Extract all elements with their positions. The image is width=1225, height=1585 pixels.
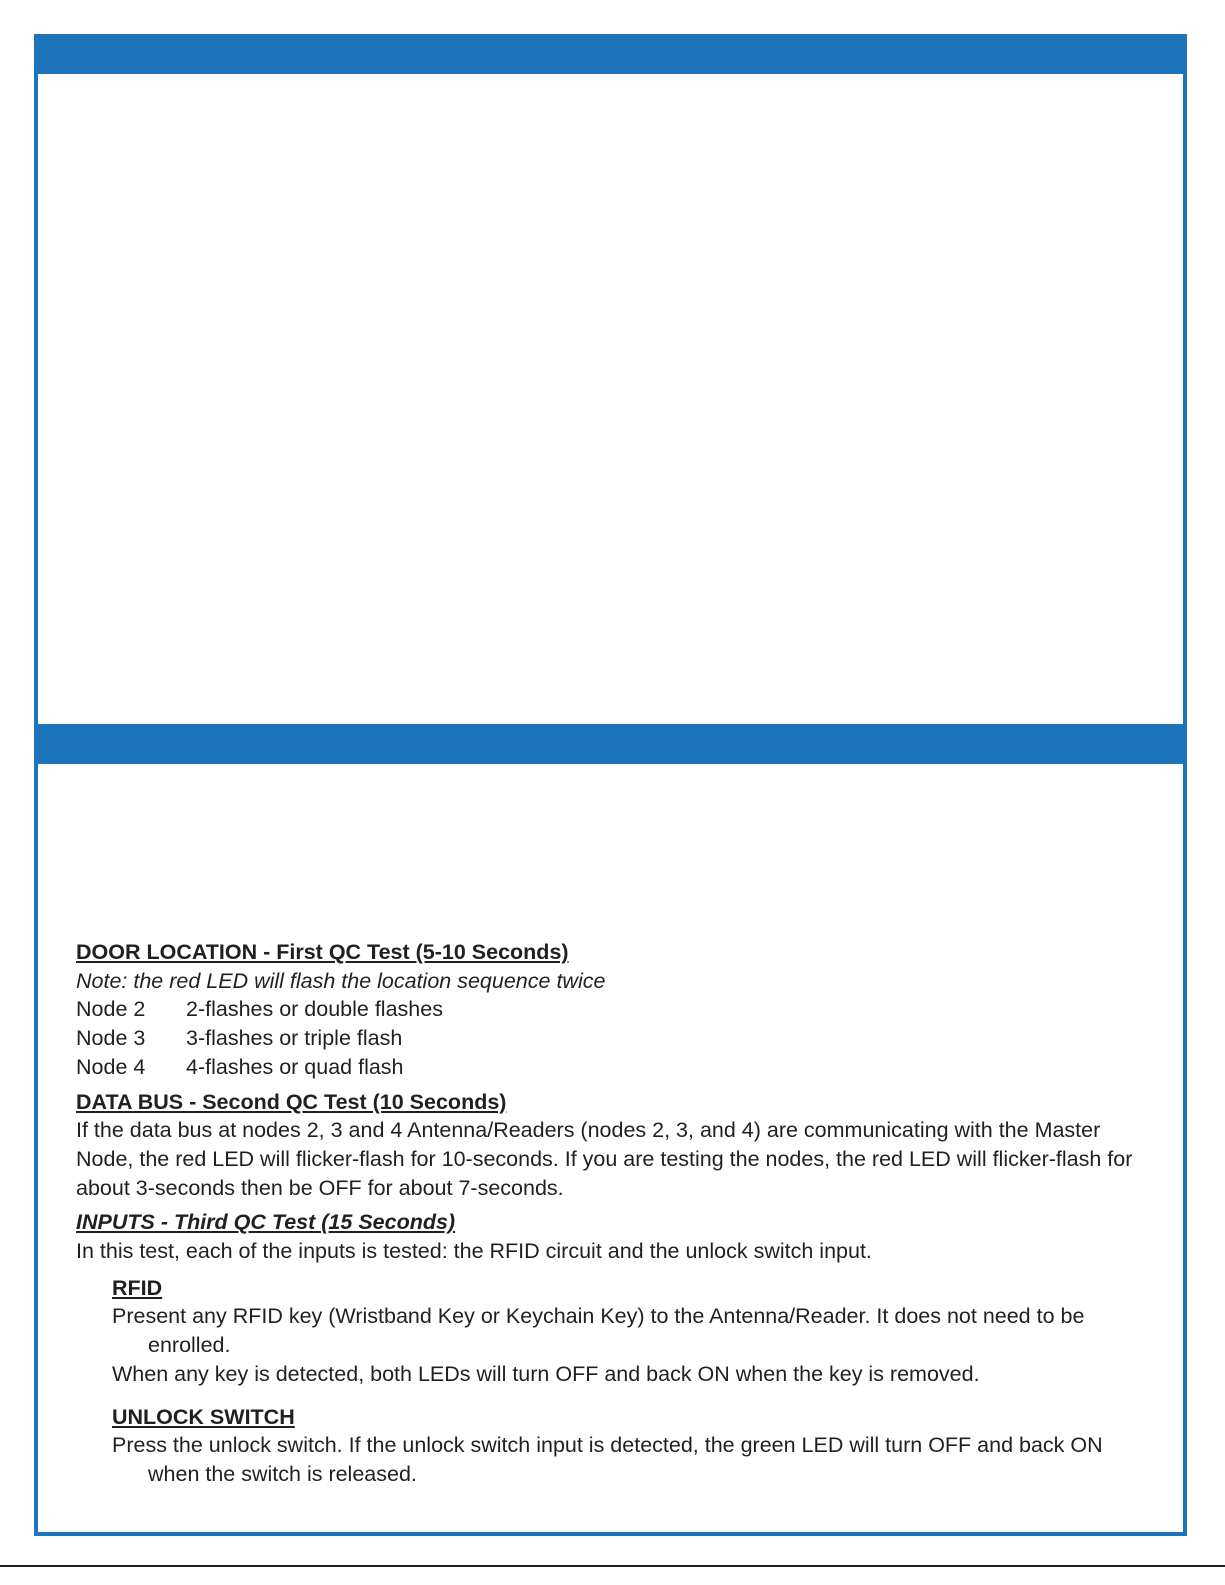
top-panel-header-bar (38, 38, 1183, 74)
node-label: Node 2 (76, 997, 146, 1022)
unlock-switch-instruction: Press the unlock switch. If the unlock switch input is detected, the green LED will turn OFF and back ON when the switch is released. (112, 1433, 1103, 1486)
inputs-intro: In this test, each of the inputs is tested: the RFID circuit and the unlock switch input. (76, 1239, 872, 1264)
rfid-section (112, 1274, 1153, 1389)
data-bus-heading: DATA BUS - Second QC Test (10 Seconds) (76, 1089, 507, 1114)
rfid-instruction: Present any RFID key (Wristband Key or Keychain Key) to the Antenna/Reader. It does not need to be enrolled. (112, 1304, 1085, 1358)
node-row (76, 1053, 1153, 1082)
node-pattern: 4-flashes or quad flash (186, 1054, 404, 1079)
node-label: Node 3 (76, 1026, 146, 1051)
unlock-switch-section (112, 1403, 1153, 1489)
page-bottom-rule (0, 1565, 1225, 1567)
node-row (76, 995, 1153, 1024)
node-row (76, 1024, 1153, 1053)
inputs-heading: INPUTS - Third QC Test (15 Seconds) (76, 1210, 456, 1235)
node-pattern: 2-flashes or double flashes (186, 997, 443, 1022)
rfid-heading: RFID (112, 1275, 163, 1300)
bottom-panel-header-bar (38, 728, 1183, 764)
top-panel (34, 34, 1187, 764)
bottom-panel (34, 724, 1187, 1536)
node-label: Node 4 (76, 1054, 146, 1079)
door-location-heading: DOOR LOCATION - First QC Test (5-10 Seconds) (76, 940, 569, 964)
data-bus-body: If the data bus at nodes 2, 3 and 4 Antenna/Readers (nodes 2, 3, and 4) are communicating with the Master Node, the red LED will flicker-flash for 10-seconds. If you are testing the nodes, the red LED will flicker-flash for about 3-seconds then be OFF for about 7-seconds. (76, 1118, 1133, 1200)
rfid-result: When any key is detected, both LEDs will turn OFF and back ON when the key is removed. (112, 1361, 980, 1386)
unlock-switch-heading: UNLOCK SWITCH (112, 1404, 295, 1429)
node-pattern: 3-flashes or triple flash (186, 1026, 403, 1051)
door-location-note: Note: the red LED will flash the location sequence twice (76, 968, 606, 993)
qc-test-instructions (76, 938, 1153, 1489)
